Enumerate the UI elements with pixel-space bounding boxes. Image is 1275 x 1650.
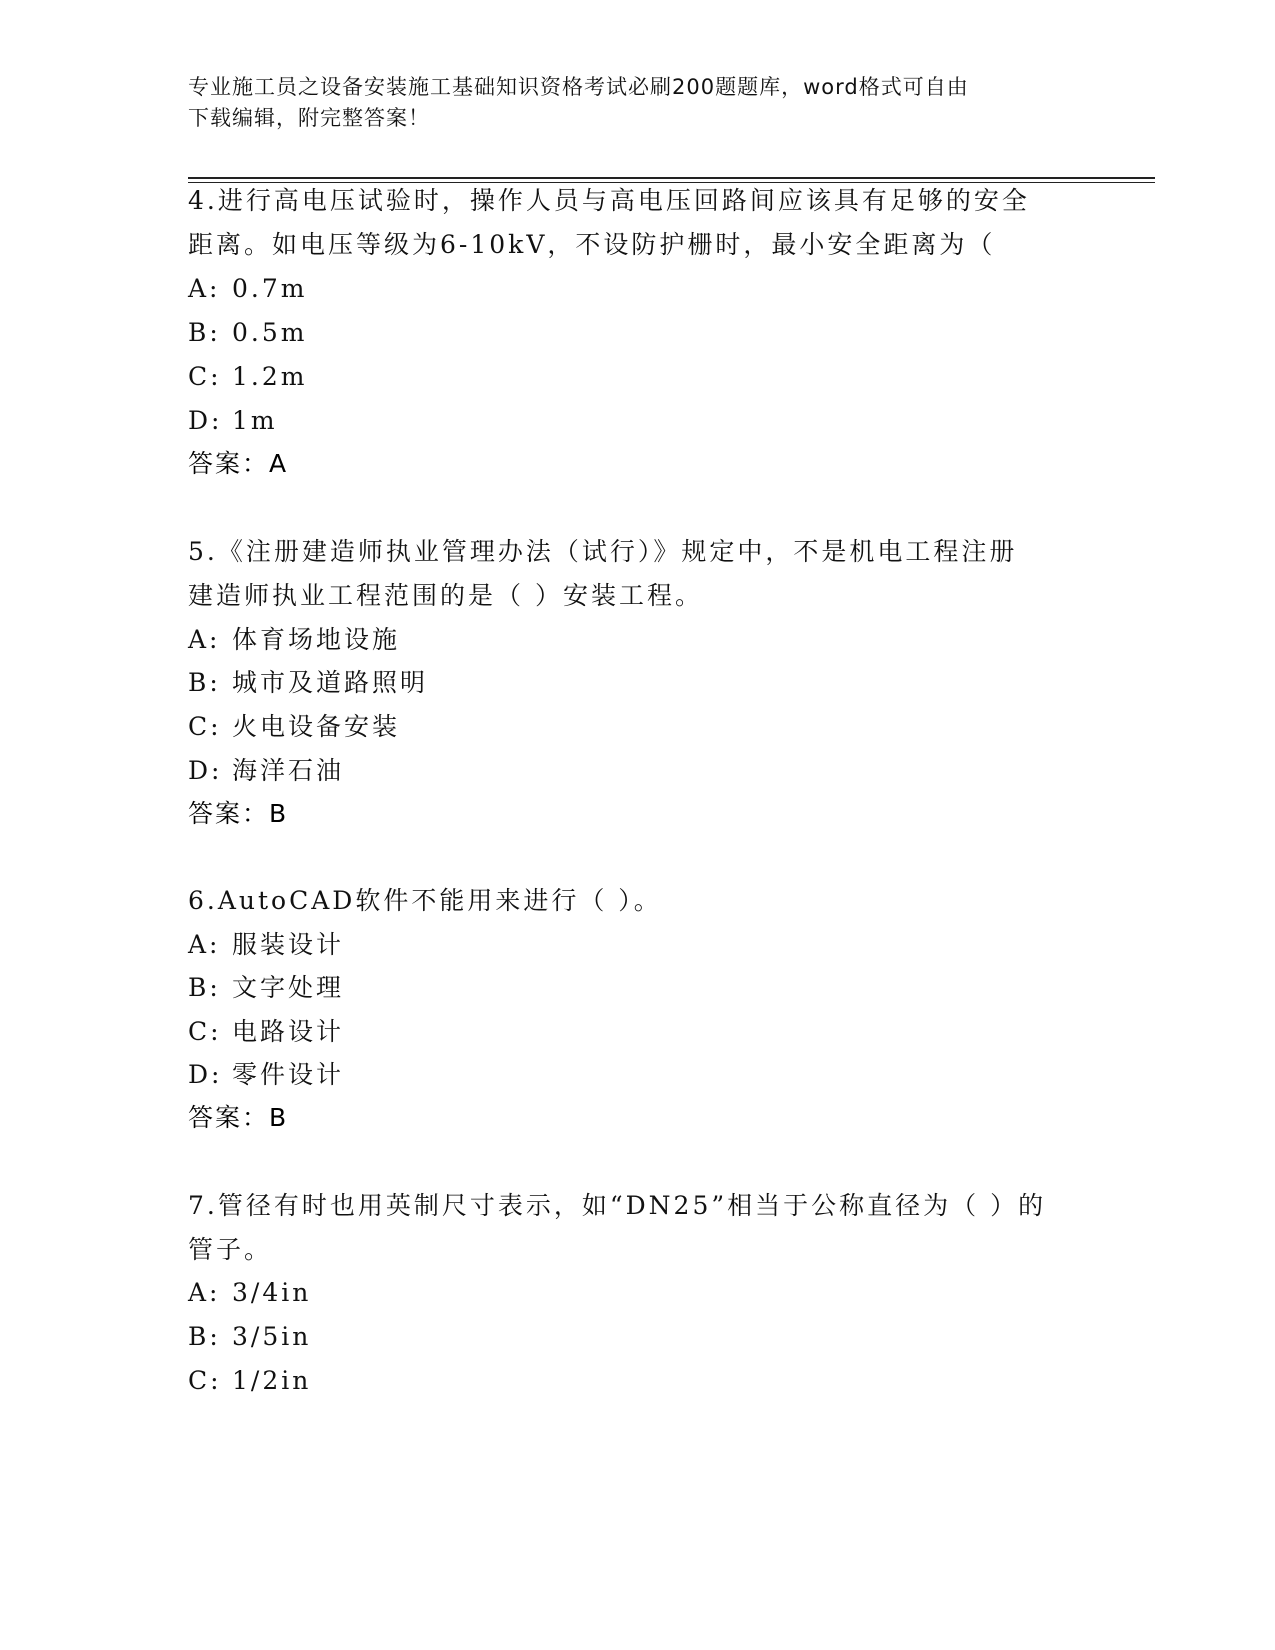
question-6-option-d [188,1058,344,1092]
question-4-stem-line-2: 距离。如电压等级为6-10kV，不设防护栅时，最小安全距离为（ [188,230,996,259]
option-key: B: [188,1322,221,1351]
question-5-stem-line-1: 5.《注册建造师执业管理办法（试行）》规定中，不是机电工程注册 [188,537,1018,566]
question-7-stem-line-1: 7.管径有时也用英制尺寸表示，如“DN25”相当于公称直径为（ ）的 [188,1191,1047,1220]
option-text: 0.5m [232,318,308,347]
header-divider-thick [188,177,1155,179]
question-7-option-c [188,1364,311,1398]
option-key: C: [188,362,222,391]
question-7-stem-line-2: 管子。 [188,1235,273,1264]
question-4-stem-line-1: 4.进行高电压试验时，操作人员与高电压回路间应该具有足够的安全 [188,186,1030,215]
option-text: 城市及道路照明 [232,668,429,697]
question-5-option-a [188,623,400,657]
question-7-option-a [188,1276,311,1310]
option-key: A: [188,1278,221,1307]
option-text: 3/4in [232,1278,312,1307]
question-5-answer: 答案：B [188,799,289,828]
option-key: A: [188,625,221,654]
question-4-option-c [188,360,307,394]
option-key: D: [188,756,223,785]
option-text: 体育场地设施 [232,625,401,654]
question-5-option-c [188,710,400,744]
header-divider-thin [188,182,1155,183]
question-6-answer: 答案：B [188,1103,289,1132]
document-header [188,72,1068,134]
header-line-2: 下载编辑，附完整答案！ [188,106,430,130]
question-5-option-d [188,754,344,788]
option-key: A: [188,274,221,303]
option-text: 0.7m [232,274,308,303]
question-6-option-b [188,971,344,1005]
question-4-answer: 答案：A [188,449,289,478]
option-text: 服装设计 [232,930,345,959]
question-6-option-c [188,1015,344,1049]
option-text: 1/2in [232,1366,312,1395]
question-5-option-b [188,666,428,700]
option-key: A: [188,930,221,959]
option-key: B: [188,668,221,697]
header-line-1: 专业施工员之设备安装施工基础知识资格考试必刷200题题库，word格式可自由 [188,75,969,99]
option-key: D: [188,1060,223,1089]
option-text: 电路设计 [232,1017,345,1046]
option-text: 1.2m [232,362,308,391]
question-5-stem-line-2: 建造师执业工程范围的是（ ）安装工程。 [188,581,703,610]
option-key: C: [188,1017,222,1046]
option-key: D: [188,406,223,435]
option-key: B: [188,973,221,1002]
question-6-stem-line-1: 6.AutoCAD软件不能用来进行（ ）。 [188,886,662,915]
option-text: 零件设计 [232,1060,345,1089]
option-text: 1m [232,406,278,435]
option-text: 火电设备安装 [232,712,401,741]
option-text: 3/5in [232,1322,312,1351]
question-4-option-a [188,272,307,306]
option-text: 文字处理 [232,973,345,1002]
question-6-option-a [188,928,344,962]
option-key: C: [188,712,222,741]
option-key: B: [188,318,221,347]
question-7-option-b [188,1320,311,1354]
question-4-option-b [188,316,307,350]
question-4-option-d [188,404,278,438]
option-key: C: [188,1366,222,1395]
option-text: 海洋石油 [232,756,345,785]
